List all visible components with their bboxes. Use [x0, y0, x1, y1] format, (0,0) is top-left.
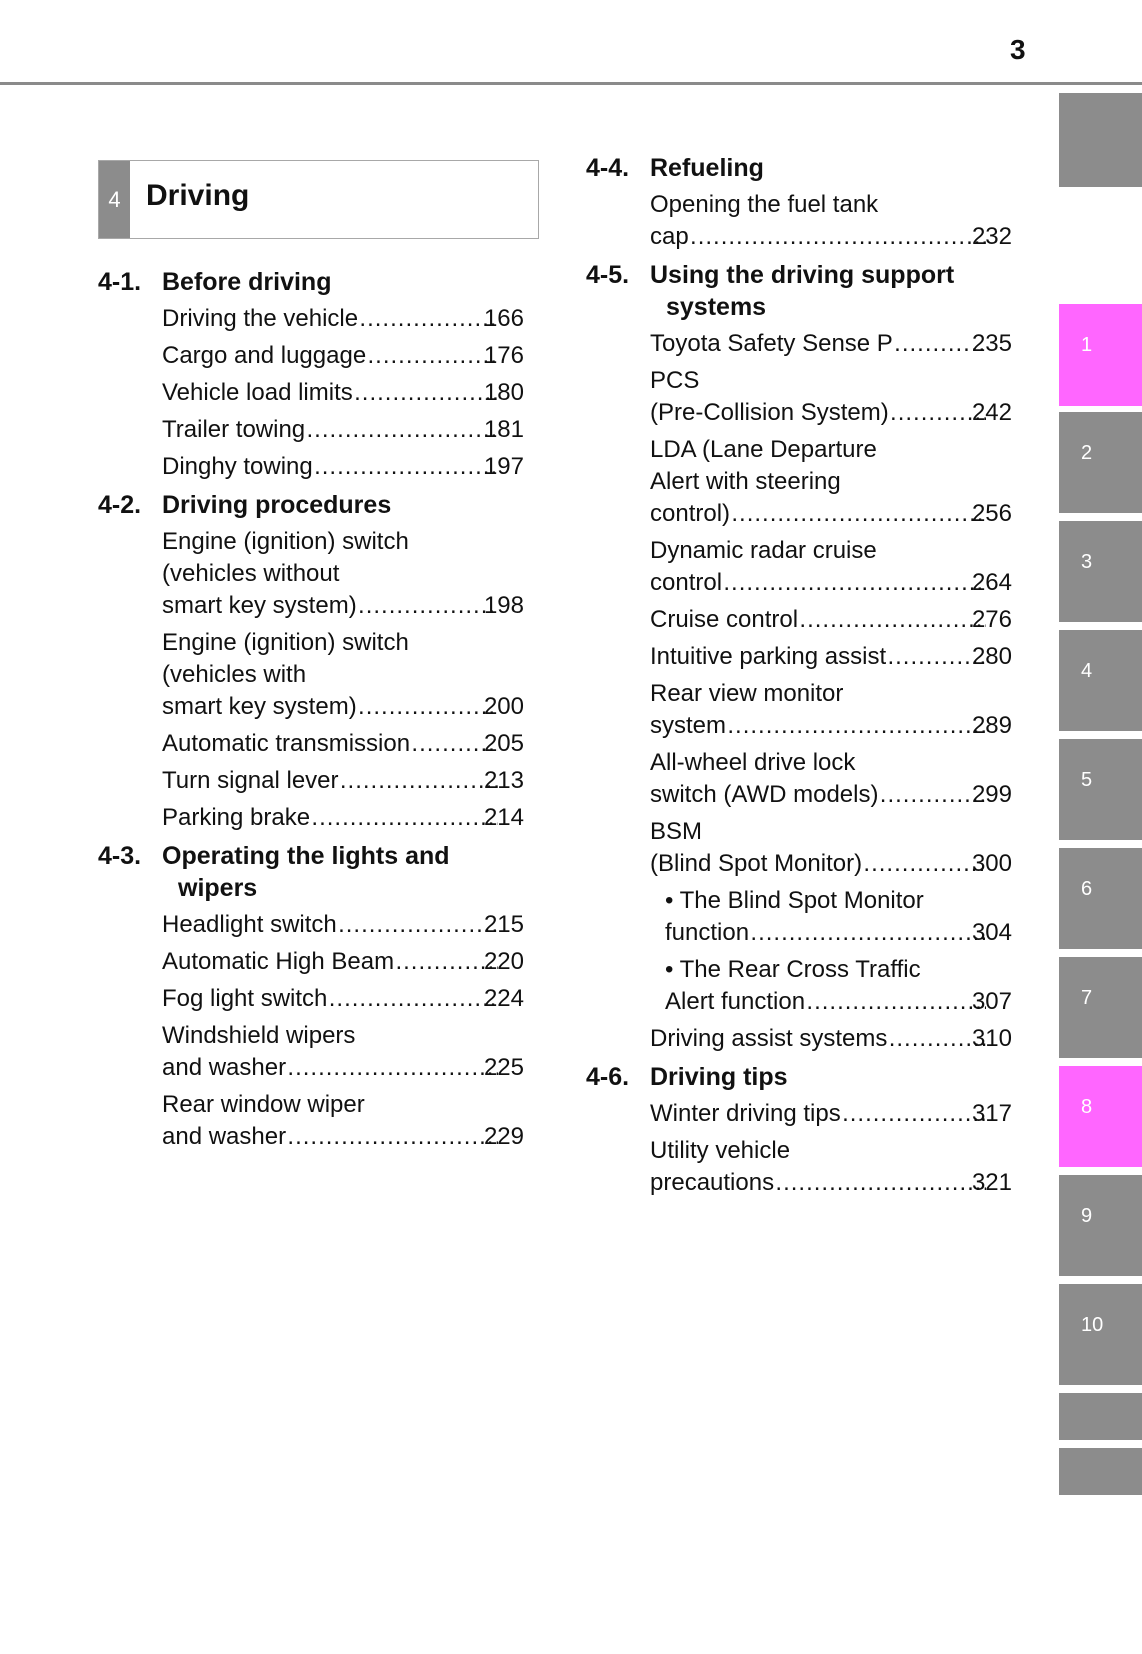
entry-text [650, 1023, 1012, 1055]
entry-text [162, 451, 524, 483]
entry-last-line [650, 221, 1012, 253]
entry-line: precautions [650, 1169, 775, 1196]
entry-last-line [665, 917, 1012, 949]
entry-text [650, 365, 1012, 429]
entry-last-line [162, 1121, 524, 1153]
entry-line: Parking brake [162, 804, 311, 831]
entry-last-line [650, 604, 1012, 636]
entry-text [665, 954, 1012, 1018]
entry-text [162, 946, 524, 978]
entry-text [162, 377, 524, 409]
toc-entry[interactable] [586, 678, 1012, 742]
chapter-tab[interactable] [1059, 1448, 1142, 1495]
entry-line: • The Rear Cross Traffic [665, 956, 921, 983]
entry-line: Rear view monitor [650, 680, 844, 707]
entry-line: (vehicles with [162, 661, 307, 688]
entry-last-line [650, 498, 1012, 530]
entry-last-line [162, 340, 524, 372]
entry-line: Windshield wipers [162, 1022, 356, 1049]
chapter-tab[interactable]: 8 [1059, 1066, 1142, 1167]
page-number: 3 [1010, 34, 1026, 65]
entry-text [162, 909, 524, 941]
dot-leader [339, 909, 498, 941]
entry-text [650, 641, 1012, 673]
entry-last-line [162, 377, 524, 409]
dot-leader [359, 590, 498, 622]
chapter-tab[interactable]: 3 [1059, 521, 1142, 622]
toc-entry[interactable] [98, 983, 524, 1015]
entry-line: PCS [650, 367, 700, 394]
entry-text [650, 1098, 1012, 1130]
entry-line: function [665, 919, 750, 946]
page-ref[interactable]: 256 [971, 500, 1012, 527]
chapter-tab[interactable]: 9 [1059, 1175, 1142, 1276]
entry-last-line [162, 1052, 524, 1084]
entry-line: Winter driving tips [650, 1100, 841, 1127]
entry-last-line [650, 1098, 1012, 1130]
entry-line: Headlight switch [162, 911, 337, 938]
toc-entry[interactable] [586, 189, 1012, 253]
page-ref[interactable]: 280 [971, 643, 1012, 670]
toc-entry[interactable] [586, 816, 1012, 880]
chapter-tabs [1059, 0, 1142, 1654]
toc-entry[interactable] [586, 747, 1012, 811]
chapter-tab[interactable] [1059, 1393, 1142, 1440]
toc-entry[interactable] [586, 641, 1012, 673]
entry-line: Dinghy towing [162, 453, 313, 480]
chapter-tab[interactable]: 5 [1059, 739, 1142, 840]
section-title: Operating the lights and wipers [162, 842, 450, 902]
page-ref[interactable]: 166 [483, 305, 524, 332]
section-heading [586, 152, 1012, 184]
entry-last-line [162, 691, 524, 723]
entry-line: Alert function [665, 988, 806, 1015]
entry-line: Engine (ignition) switch [162, 528, 409, 555]
toc-entry[interactable] [586, 954, 1012, 1018]
entry-last-line [650, 779, 1012, 811]
entry-line: cap [650, 223, 689, 250]
entry-text [162, 983, 524, 1015]
entry-last-line [162, 946, 524, 978]
entry-last-line [162, 414, 524, 446]
entry-line: (Pre-Collision System) [650, 399, 889, 426]
entry-line: Automatic transmission [162, 730, 411, 757]
entry-text [650, 328, 1012, 360]
entry-text [665, 885, 1012, 949]
page-ref[interactable]: 307 [971, 988, 1012, 1015]
entry-line: Fog light switch [162, 985, 328, 1012]
entry-line: smart key system) [162, 592, 357, 619]
entry-line: Intuitive parking assist [650, 643, 887, 670]
entry-last-line [650, 1167, 1012, 1199]
section-title: Refueling [650, 154, 764, 182]
entry-last-line [162, 728, 524, 760]
section-number: 4-3. [98, 842, 142, 870]
entry-last-line [162, 451, 524, 483]
toc-entry[interactable] [98, 946, 524, 978]
entry-text [650, 189, 1012, 253]
section-number: 4-2. [98, 491, 142, 519]
dot-leader [880, 779, 985, 811]
entry-line: • The Blind Spot Monitor [665, 887, 924, 914]
entry-text [650, 535, 1012, 599]
toc-entry[interactable] [98, 451, 524, 483]
toc-entry[interactable] [98, 627, 524, 723]
entry-line: BSM [650, 818, 703, 845]
dot-leader [728, 710, 986, 742]
toc-entry[interactable] [586, 1023, 1012, 1055]
entry-line: Toyota Safety Sense P [650, 330, 893, 357]
dot-leader [360, 303, 498, 335]
entry-last-line [665, 986, 1012, 1018]
page-ref[interactable]: 304 [971, 919, 1012, 946]
toc-entry[interactable] [98, 1020, 524, 1084]
entry-text [650, 816, 1012, 880]
entry-last-line [162, 590, 524, 622]
entry-text [162, 627, 524, 723]
chapter-tab[interactable]: 6 [1059, 848, 1142, 949]
entry-line: Cargo and luggage [162, 342, 367, 369]
section-title: Driving tips [650, 1063, 788, 1091]
header-rule [0, 82, 1142, 85]
entry-line: Turn signal lever [162, 767, 339, 794]
entry-text [162, 765, 524, 797]
entry-line: and washer [162, 1054, 287, 1081]
dot-leader [315, 451, 498, 483]
entry-line: Cruise control [650, 606, 799, 633]
chapter-number: 4 [99, 161, 130, 238]
entry-last-line [650, 848, 1012, 880]
page-ref[interactable]: 220 [483, 948, 524, 975]
page-ref[interactable]: 299 [971, 781, 1012, 808]
page-ref[interactable]: 264 [971, 569, 1012, 596]
entry-last-line [162, 909, 524, 941]
dot-leader [807, 986, 986, 1018]
chapter-title: Driving [146, 179, 250, 212]
entry-last-line [650, 710, 1012, 742]
section-title: Using the driving support systems [650, 261, 955, 321]
page-ref[interactable]: 321 [971, 1169, 1012, 1196]
entry-last-line [650, 1023, 1012, 1055]
section-heading [98, 266, 524, 298]
page-ref[interactable]: 235 [971, 330, 1012, 357]
section-heading [98, 489, 524, 521]
page-ref[interactable]: 214 [483, 804, 524, 831]
page-ref[interactable]: 200 [483, 693, 524, 720]
dot-leader [288, 1121, 498, 1153]
toc-left-column [98, 266, 524, 1153]
entry-line: Trailer towing [162, 416, 306, 443]
dot-leader [312, 802, 498, 834]
entry-text [162, 340, 524, 372]
page-ref[interactable]: 180 [483, 379, 524, 406]
section-heading [586, 259, 1012, 323]
dot-leader [368, 340, 498, 372]
entry-last-line [650, 567, 1012, 599]
entry-line: LDA (Lane Departure [650, 436, 877, 463]
dot-leader [691, 221, 986, 253]
entry-line: Alert with steering [650, 468, 841, 495]
dot-leader [751, 917, 986, 949]
dot-leader [355, 377, 498, 409]
toc-entry[interactable] [586, 365, 1012, 429]
page-ref[interactable]: 225 [483, 1054, 524, 1081]
entry-line: and washer [162, 1123, 287, 1150]
page-ref[interactable]: 242 [971, 399, 1012, 426]
dot-leader [396, 946, 498, 978]
toc-right-column [586, 152, 1012, 1199]
page-ref[interactable]: 197 [483, 453, 524, 480]
toc-entry[interactable] [586, 328, 1012, 360]
page-ref[interactable]: 232 [971, 223, 1012, 250]
toc-entry[interactable] [586, 434, 1012, 530]
section-number: 4-4. [586, 154, 630, 182]
page-ref[interactable]: 310 [971, 1025, 1012, 1052]
toc-entry[interactable] [586, 885, 1012, 949]
entry-text [162, 414, 524, 446]
section-heading [98, 840, 524, 904]
toc-entry[interactable] [586, 1135, 1012, 1199]
entry-line: Driving the vehicle [162, 305, 359, 332]
entry-last-line [162, 765, 524, 797]
entry-text [650, 678, 1012, 742]
page-ref[interactable]: 205 [483, 730, 524, 757]
entry-line: system [650, 712, 727, 739]
toc-entry[interactable] [98, 1089, 524, 1153]
chapter-tab[interactable]: 10 [1059, 1284, 1142, 1385]
page-ref[interactable]: 229 [483, 1123, 524, 1150]
entry-last-line [162, 303, 524, 335]
entry-line: Rear window wiper [162, 1091, 365, 1118]
page-ref[interactable]: 224 [483, 985, 524, 1012]
entry-last-line [650, 397, 1012, 429]
section-title: Driving procedures [162, 491, 392, 519]
entry-line: All-wheel drive lock [650, 749, 856, 776]
chapter-tab[interactable]: 4 [1059, 630, 1142, 731]
entry-line: Engine (ignition) switch [162, 629, 409, 656]
entry-text [162, 728, 524, 760]
page-ref[interactable]: 276 [971, 606, 1012, 633]
dot-leader [359, 691, 498, 723]
dot-leader [843, 1098, 986, 1130]
chapter-header [98, 160, 539, 239]
dot-leader [329, 983, 498, 1015]
page-ref[interactable]: 176 [483, 342, 524, 369]
entry-last-line [650, 328, 1012, 360]
entry-line: Automatic High Beam [162, 948, 395, 975]
toc-entry[interactable] [98, 526, 524, 622]
entry-text [650, 747, 1012, 811]
dot-leader [341, 765, 498, 797]
entry-text [650, 604, 1012, 636]
toc-entry[interactable] [586, 535, 1012, 599]
entry-line: control [650, 569, 723, 596]
dot-leader [800, 604, 986, 636]
toc-entry[interactable] [98, 377, 524, 409]
page-ref[interactable]: 181 [483, 416, 524, 443]
section-title: Before driving [162, 268, 332, 296]
dot-leader [864, 848, 986, 880]
section-number: 4-5. [586, 261, 630, 289]
entry-line: Vehicle load limits [162, 379, 353, 406]
chapter-tab[interactable]: 7 [1059, 957, 1142, 1058]
entry-line: switch (AWD models) [650, 781, 879, 808]
page-ref[interactable]: 289 [971, 712, 1012, 739]
toc-entry[interactable] [98, 909, 524, 941]
entry-line: smart key system) [162, 693, 357, 720]
chapter-tab[interactable]: 2 [1059, 412, 1142, 513]
chapter-tab[interactable] [1059, 93, 1142, 187]
entry-last-line [162, 802, 524, 834]
entry-text [162, 1020, 524, 1084]
entry-line: Opening the fuel tank [650, 191, 879, 218]
dot-leader [288, 1052, 498, 1084]
entry-line: Driving assist systems [650, 1025, 888, 1052]
toc-entry[interactable] [98, 414, 524, 446]
entry-line: (Blind Spot Monitor) [650, 850, 863, 877]
toc-entry[interactable] [98, 340, 524, 372]
dot-leader [732, 498, 986, 530]
dot-leader [307, 414, 498, 446]
dot-leader [776, 1167, 986, 1199]
page-ref[interactable]: 213 [483, 767, 524, 794]
entry-text [162, 1089, 524, 1153]
entry-text [650, 434, 1012, 530]
toc-entry[interactable] [98, 303, 524, 335]
section-heading [586, 1061, 1012, 1093]
entry-last-line [650, 641, 1012, 673]
entry-text [162, 802, 524, 834]
entry-text [162, 303, 524, 335]
section-number: 4-6. [586, 1063, 630, 1091]
entry-text [162, 526, 524, 622]
toc-entry[interactable] [586, 1098, 1012, 1130]
page-ref[interactable]: 215 [483, 911, 524, 938]
page-ref[interactable]: 317 [971, 1100, 1012, 1127]
toc-entry[interactable] [98, 765, 524, 797]
toc-entry[interactable] [586, 604, 1012, 636]
page-ref[interactable]: 300 [971, 850, 1012, 877]
page-ref[interactable]: 198 [483, 592, 524, 619]
entry-last-line [162, 983, 524, 1015]
entry-text [650, 1135, 1012, 1199]
toc-entry[interactable] [98, 802, 524, 834]
toc-entry[interactable] [98, 728, 524, 760]
entry-line: (vehicles without [162, 560, 340, 587]
dot-leader [724, 567, 986, 599]
entry-line: control) [650, 500, 731, 527]
chapter-tab[interactable]: 1 [1059, 304, 1142, 406]
section-number: 4-1. [98, 268, 142, 296]
entry-line: Dynamic radar cruise [650, 537, 877, 564]
entry-line: Utility vehicle [650, 1137, 791, 1164]
